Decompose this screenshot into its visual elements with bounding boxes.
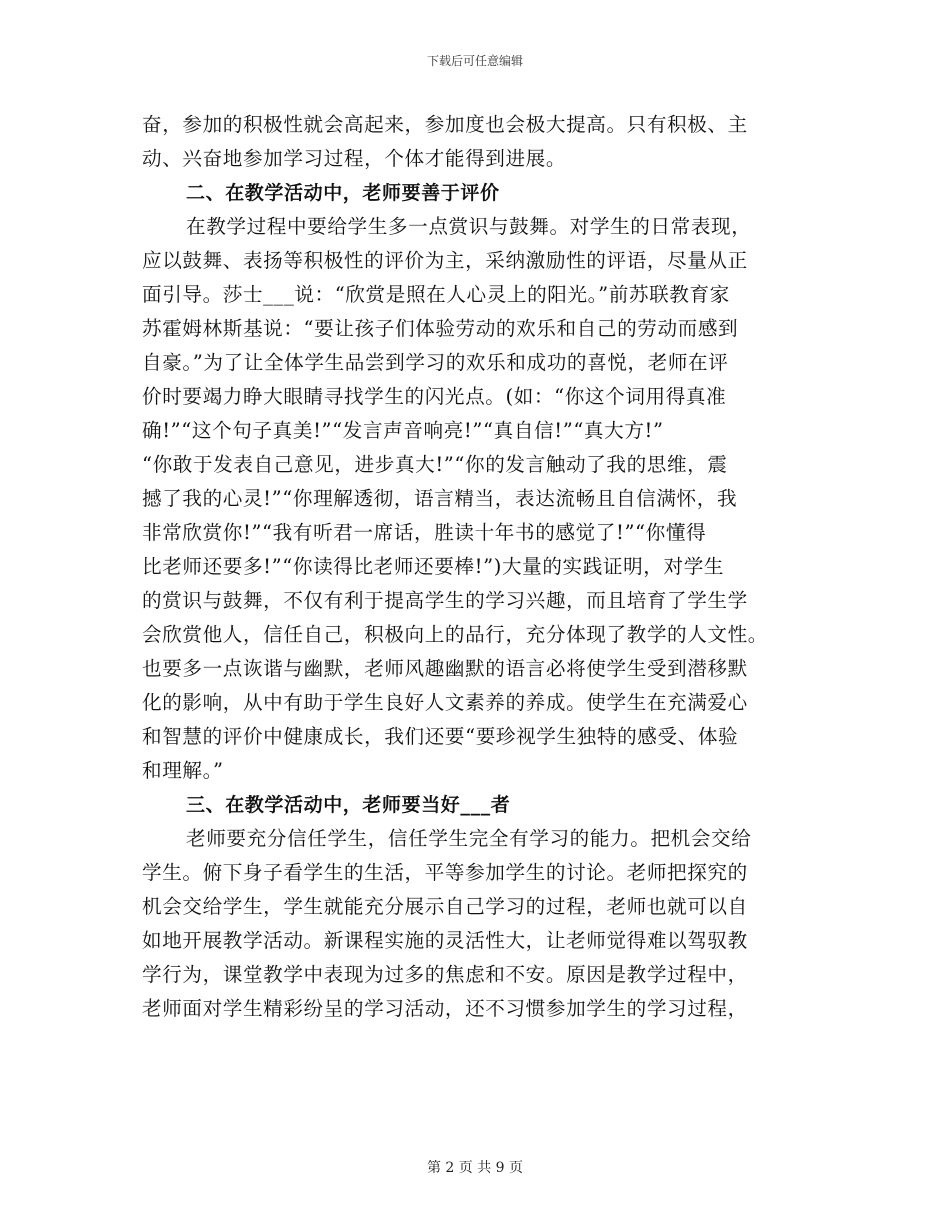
line-26: 老师面对学生精彩纷呈的学习活动，还不习惯参加学生的学习过程，: [142, 997, 748, 1020]
line-11: 撼了我的心灵!”“你理解透彻，语言精当，表达流畅且自信满怀，我: [142, 487, 738, 510]
page-footer: 第 2 页 共 9 页: [426, 1160, 524, 1176]
line-13: 比老师还要多!”“你读得比老师还要棒!”)大量的实践证明，对学生: [142, 555, 725, 578]
line-25: 学行为，课堂教学中表现为过多的焦虑和不安。原因是教学过程中，: [142, 963, 748, 986]
page-header: 下载后可任意编辑: [426, 54, 523, 68]
section-heading-2: 二、在教学活动中，老师要善于评价: [186, 182, 500, 204]
line-5: 面引导。莎士___说：“欣赏是照在人心灵上的阳光。”前苏联教育家: [142, 283, 730, 306]
line-15: 会欣赏他人，信任自己，积极向上的品行，充分体现了教学的人文性。: [142, 623, 769, 646]
line-8: 价时要竭力睁大眼睛寻找学生的闪光点。(如：“你这个词用得真准: [142, 385, 727, 408]
line-21: 老师要充分信任学生，信任学生完全有学习的能力。把机会交给: [186, 827, 752, 850]
line-7: 自豪。”为了让全体学生品尝到学习的欢乐和成功的喜悦，老师在评: [142, 351, 729, 374]
line-10: “你敢于发表自己意见，进步真大!”“你的发言触动了我的思维，震: [142, 453, 728, 476]
line-18: 和智慧的评价中健康成长，我们还要“要珍视学生独特的感受、体验: [142, 725, 739, 748]
line-3: 在教学过程中要给学生多一点赏识与鼓舞。对学生的日常表现，: [186, 215, 752, 238]
line-14: 的赏识与鼓舞，不仅有利于提高学生的学习兴趣，而且培育了学生学: [142, 589, 748, 612]
document-body: [142, 108, 810, 1026]
line-4: 应以鼓舞、表扬等积极性的评价为主，采纳激励性的评语，尽量从正: [142, 249, 748, 272]
line-9: 确!”“这个句子真美!”“发言声音响亮!”“真自信!”“真大方!”: [142, 419, 664, 442]
line-24: 如地开展教学活动。新课程实施的灵活性大，让老师觉得难以驾驭教: [142, 929, 748, 952]
line-16: 也要多一点诙谐与幽默，老师风趣幽默的语言必将使学生受到潜移默: [142, 657, 748, 680]
line-19: 和理解。”: [142, 759, 224, 782]
line-17: 化的影响，从中有助于学生良好人文素养的养成。使学生在充满爱心: [142, 691, 748, 714]
line-23: 机会交给学生，学生就能充分展示自己学习的过程，老师也就可以自: [142, 895, 748, 918]
section-heading-3: 三、在教学活动中，老师要当好___者: [186, 794, 511, 816]
line-0: 奋，参加的积极性就会高起来，参加度也会极大提高。只有积极、主: [142, 113, 748, 136]
line-6: 苏霍姆林斯基说：“要让孩子们体验劳动的欢乐和自己的劳动而感到: [142, 317, 739, 340]
line-12: 非常欣赏你!”“我有听君一席话，胜读十年书的感觉了!”“你懂得: [142, 521, 707, 544]
line-1: 动、兴奋地参加学习过程，个体才能得到进展。: [142, 147, 567, 170]
line-22: 学生。俯下身子看学生的生活，平等参加学生的讨论。老师把探究的: [142, 861, 748, 884]
